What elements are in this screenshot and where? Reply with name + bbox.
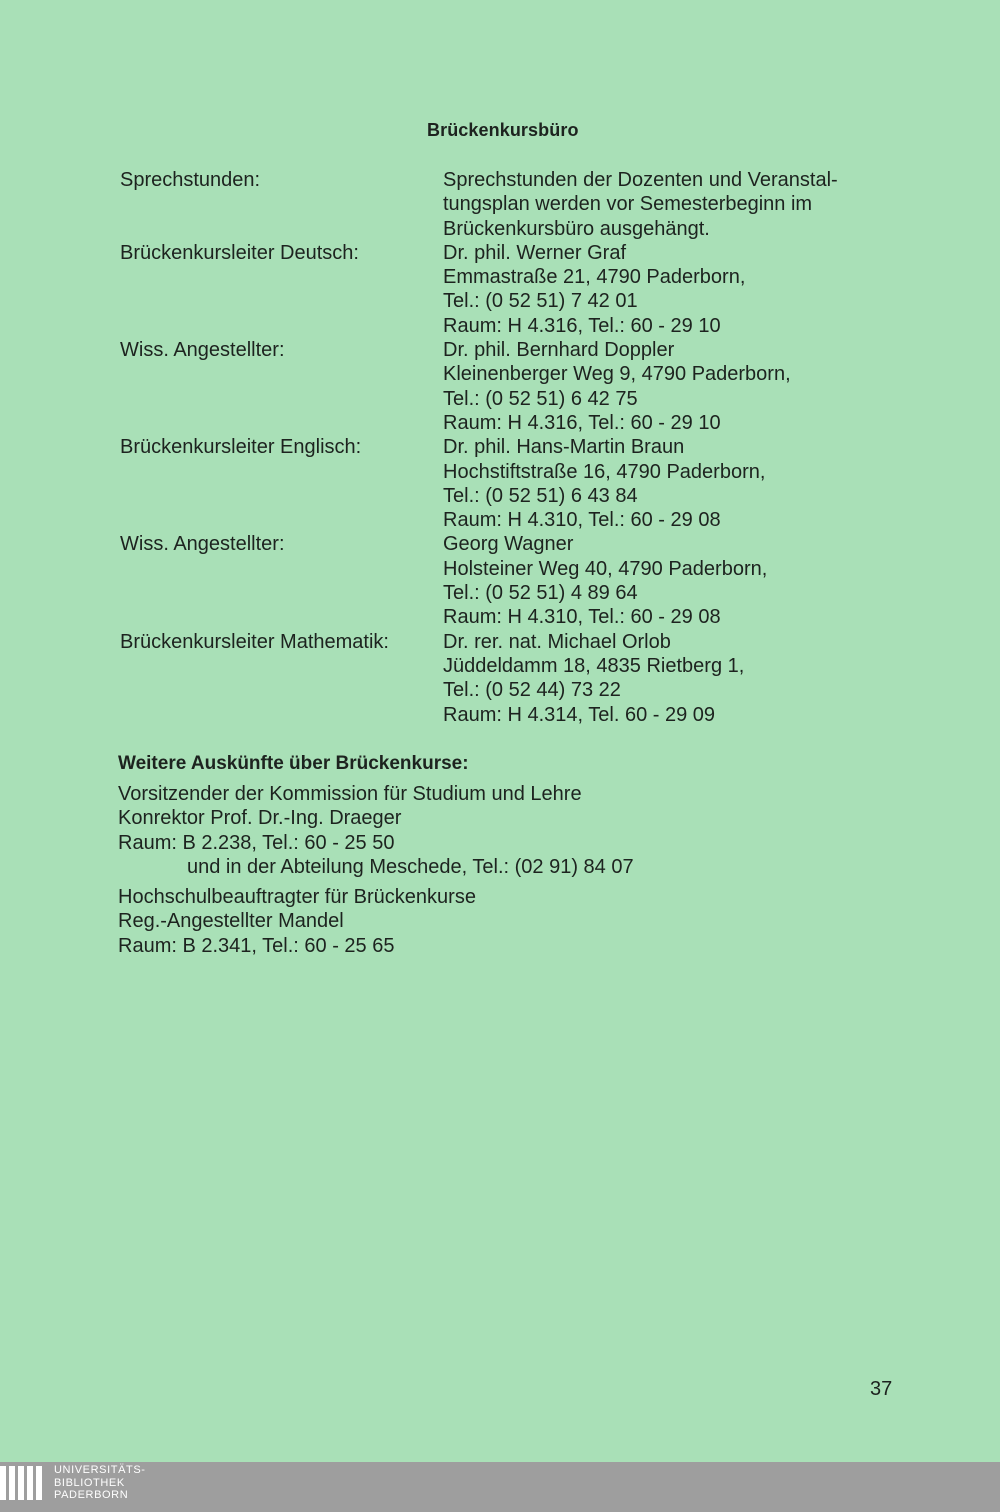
info-line: Vorsitzender der Kommission für Studium und Lehre: [118, 783, 582, 805]
row-label: Brückenkursleiter Mathematik:: [120, 630, 389, 653]
further-info-section: [118, 752, 634, 958]
value-line: Tel.: (0 52 44) 73 22: [443, 679, 621, 702]
info-line: Raum: B 2.341, Tel.: 60 - 25 65: [118, 934, 395, 957]
info-line: Raum: B 2.238, Tel.: 60 - 25 50: [118, 831, 395, 854]
row-value: [443, 532, 1000, 629]
contact-list: [0, 168, 1000, 727]
contact-row: [0, 630, 1000, 727]
contact-row: [0, 532, 1000, 629]
info-line: Hochschulbeauftragter für Brückenkurse: [118, 886, 476, 909]
value-line: tungsplan werden vor Semesterbeginn im: [443, 193, 813, 216]
contact-row: [0, 338, 1000, 435]
value-line: Georg Wagner: [443, 533, 574, 556]
row-value: [443, 630, 1000, 727]
further-info-heading: Weitere Auskünfte über Brückenkurse:: [118, 753, 469, 774]
value-line: Raum: H 4.310, Tel.: 60 - 29 08: [443, 606, 721, 629]
library-bars-icon: [0, 1466, 42, 1506]
page-number: 37: [870, 1378, 893, 1400]
value-line: Tel.: (0 52 51) 6 43 84: [443, 484, 638, 507]
row-value: [443, 338, 1000, 435]
info-line: Reg.-Angestellter Mandel: [118, 910, 344, 933]
value-line: Tel.: (0 52 51) 7 42 01: [443, 290, 638, 313]
value-line: Dr. phil. Hans-Martin Braun: [443, 436, 685, 459]
value-line: Dr. phil. Werner Graf: [443, 241, 627, 264]
row-label: Wiss. Angestellter:: [120, 533, 285, 556]
logo-line: PADERBORN: [54, 1489, 129, 1501]
contact-row: [0, 241, 1000, 338]
value-line: Hochstiftstraße 16, 4790 Paderborn,: [443, 460, 766, 483]
row-value: [443, 435, 1000, 532]
info-group: [118, 885, 634, 958]
value-line: Tel.: (0 52 51) 4 89 64: [443, 582, 638, 605]
library-logo-text: [54, 1464, 146, 1502]
value-line: Dr. rer. nat. Michael Orlob: [443, 630, 671, 653]
row-value: [443, 241, 1000, 338]
row-value: [443, 168, 1000, 241]
row-label: Brückenkursleiter Englisch:: [120, 436, 362, 459]
value-line: Brückenkursbüro ausgehängt.: [443, 217, 710, 240]
value-line: Sprechstunden der Dozenten und Veranstal-: [443, 169, 838, 191]
library-footer: [0, 1462, 1000, 1512]
value-line: Emmastraße 21, 4790 Paderborn,: [443, 266, 746, 289]
value-line: Raum: H 4.314, Tel. 60 - 29 09: [443, 703, 716, 726]
info-group: [118, 782, 634, 879]
row-label: Brückenkursleiter Deutsch:: [120, 241, 359, 264]
logo-line: UNIVERSITÄTS-: [54, 1464, 146, 1476]
row-label: Wiss. Angestellter:: [120, 339, 285, 362]
contact-row: [0, 168, 1000, 241]
page-title: Brückenkursbüro: [427, 120, 579, 140]
value-line: Jüddeldamm 18, 4835 Rietberg 1,: [443, 654, 745, 677]
value-line: Kleinenberger Weg 9, 4790 Paderborn,: [443, 363, 791, 386]
logo-line: BIBLIOTHEK: [54, 1476, 125, 1489]
value-line: Raum: H 4.316, Tel.: 60 - 29 10: [443, 314, 721, 337]
info-line: Konrektor Prof. Dr.-Ing. Draeger: [118, 807, 402, 830]
value-line: Raum: H 4.316, Tel.: 60 - 29 10: [443, 411, 721, 434]
row-label: Sprechstunden:: [120, 169, 261, 191]
value-line: Dr. phil. Bernhard Doppler: [443, 339, 675, 362]
value-line: Holsteiner Weg 40, 4790 Paderborn,: [443, 557, 768, 580]
value-line: Tel.: (0 52 51) 6 42 75: [443, 387, 638, 410]
contact-row: [0, 435, 1000, 532]
value-line: Raum: H 4.310, Tel.: 60 - 29 08: [443, 509, 721, 532]
info-line-indented: und in der Abteilung Meschede, Tel.: (02 91) 84 07: [187, 855, 634, 878]
